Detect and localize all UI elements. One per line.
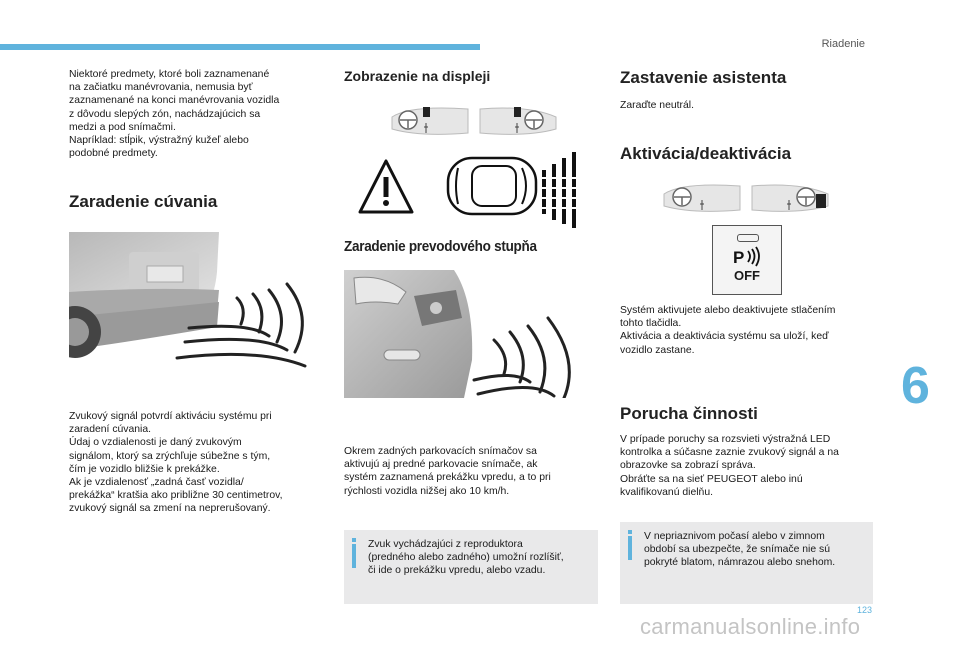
front-vehicle-illustration: [344, 270, 594, 398]
section-title: Riadenie: [821, 38, 865, 50]
park-assist-off-button[interactable]: [712, 225, 782, 295]
button-off-label: OFF: [734, 268, 760, 283]
info-icon: [352, 538, 356, 568]
svg-text:P: P: [733, 248, 745, 267]
button-led-indicator: [737, 234, 759, 242]
header-accent-bar: [0, 44, 480, 50]
heading-display: Zobrazenie na displeji: [344, 68, 491, 84]
stalk-display-left-illustration: [390, 103, 470, 143]
heading-activation: Aktivácia/deaktivácia: [620, 144, 792, 163]
reverse-gear-text: Zvukový signál potvrdí aktiváciu systému pri zaradení cúvania. Údaj o vzdialenosti je daný zvukovým signálom, ktorý sa zrýchľuje súbežne s tým, čím je vozidlo bližšie k prekážke. Ak je vzdialenosť „zadná časť vozidla/ prekážka“ kratšia ako približne 30 centimetrov, zvukový signál sa zmení na neprerušovaný.: [69, 411, 283, 515]
stalk-display-right-illustration: [478, 103, 558, 143]
info-note-speaker: [344, 530, 598, 604]
neutral-text: Zaraďte neutrál.: [620, 100, 694, 111]
stalk-activation-right-illustration: [750, 180, 830, 220]
heading-gear-engagement: Zaradenie prevodového stupňa: [344, 238, 537, 255]
note-text: V nepriaznivom počasí alebo v zimnom období sa ubezpečte, že snímače nie sú pokryté blatom, námrazou alebo snehom.: [644, 531, 836, 569]
heading-stop-assistant: Zastavenie asistenta: [620, 68, 787, 87]
stalk-activation-left-illustration: [662, 180, 742, 220]
watermark: carmanualsonline.info: [640, 614, 861, 639]
page-number: 123: [856, 605, 872, 615]
vehicle-top-view-icon: [446, 148, 588, 228]
info-icon: [628, 530, 632, 560]
info-note-weather: [620, 522, 873, 604]
warning-triangle-icon: [357, 158, 415, 216]
intro-text: Niektoré predmety, ktoré boli zaznamenané na začiatku manévrovania, nemusia byť zaznamenané na konci manévrovania vozidla z dôvodu slepých zón, nachádzajúcich sa medzi a pod snímačmi. Napríklad: stĺpik, výstražný kužeľ alebo podobné predmety.: [69, 69, 280, 160]
chapter-number: 6: [901, 357, 930, 415]
activation-text: Systém aktivujete alebo deaktivujete stlačením tohto tlačidla. Aktivácia a deaktivácia systému sa uloží, keď vozidlo zastane.: [620, 305, 836, 356]
heading-reverse-gear: Zaradenie cúvania: [69, 192, 218, 211]
parking-sensor-icon: [729, 246, 765, 268]
rear-vehicle-illustration: [69, 232, 323, 377]
malfunction-text: V prípade poruchy sa rozsvieti výstražná LED kontrolka a súčasne zaznie zvukový signál a na obrazovke sa zobrazí správa. Obráťte sa na sieť PEUGEOT alebo inú kvalifikovanú dielňu.: [620, 434, 839, 498]
note-text: Zvuk vychádzajúci z reproduktora (predného alebo zadného) umožní rozlíšiť, či ide o prekážku vpredu, alebo vzadu.: [368, 539, 564, 577]
heading-malfunction: Porucha činnosti: [620, 404, 758, 423]
gear-engagement-text: Okrem zadných parkovacích snímačov sa aktivujú aj predné parkovacie snímače, ak systém zaznamená prekážku vpredu, a to pri rýchlosti vozidla nižšej ako 10 km/h.: [344, 446, 551, 497]
